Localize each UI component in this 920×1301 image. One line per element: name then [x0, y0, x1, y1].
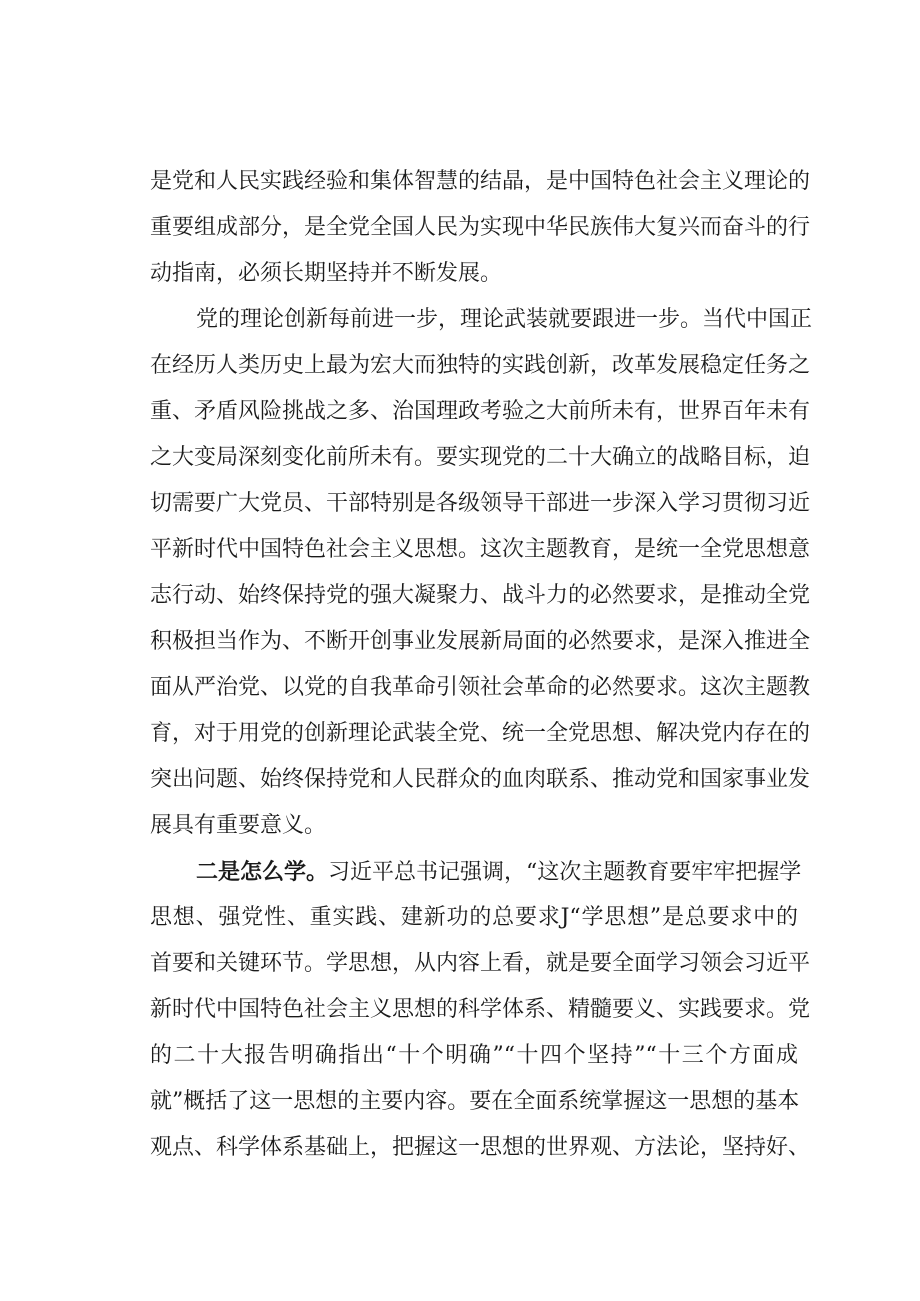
- paragraph-2-line-1: 党的理论创新每前进一步，理论武装就要跟进一步。当代中国正: [196, 307, 813, 332]
- paragraph-3-line-7: 观点、科学体系基础上，把握这一思想的世界观、方法论，坚持好、: [150, 1135, 811, 1160]
- paragraph-2-line-5: 切需要广大党员、干部特别是各级领导干部进一步深入学习贯彻习近: [150, 491, 811, 516]
- paragraph-1-line-2: 重要组成部分，是全党全国人民为实现中华民族伟大复兴而奋斗的行: [150, 215, 811, 240]
- paragraph-3-line-6: 就”概括了这一思想的主要内容。要在全面系统掌握这一思想的基本: [150, 1089, 800, 1114]
- paragraph-3-line-3: 首要和关键环节。学思想，从内容上看，就是要全面学习领会习近平: [150, 951, 811, 976]
- paragraph-2-line-10: 育，对于用党的创新理论武装全党、统一全党思想、解决党内存在的: [150, 721, 811, 746]
- paragraph-1-line-1: 是党和人民实践经验和集体智慧的结晶，是中国特色社会主义理论的: [150, 169, 811, 194]
- paragraph-2-line-9: 面从严治党、以党的自我革命引领社会革命的必然要求。这次主题教: [150, 675, 811, 700]
- paragraph-2-line-12: 展具有重要意义。: [150, 813, 327, 838]
- paragraph-2-line-11: 突出问题、始终保持党和人民群众的血肉联系、推动党和国家事业发: [150, 767, 811, 792]
- paragraph-2-line-8: 积极担当作为、不断开创事业发展新局面的必然要求，是深入推进全: [150, 629, 811, 654]
- paragraph-2-line-3: 重、矛盾风险挑战之多、治国理政考验之大前所未有，世界百年未有: [150, 399, 811, 424]
- paragraph-3-first-line-text: 习近平总书记强调，“这次主题教育要牢牢把握学: [328, 860, 802, 885]
- paragraph-3-line-5: 的二十大报告明确指出“十个明确”“十四个坚持”“十三个方面成: [150, 1043, 798, 1068]
- paragraph-3-line-2: 思想、强党性、重实践、建新功的总要求J“学思想”是总要求中的: [150, 905, 798, 930]
- paragraph-1-line-3: 动指南，必须长期坚持并不断发展。: [150, 261, 503, 286]
- paragraph-2-line-7: 志行动、始终保持党的强大凝聚力、战斗力的必然要求，是推动全党: [150, 583, 811, 608]
- paragraph-2-line-6: 平新时代中国特色社会主义思想。这次主题教育，是统一全党思想意: [150, 537, 811, 562]
- paragraph-3-heading: 二是怎么学。: [196, 859, 329, 885]
- paragraph-3-line-4: 新时代中国特色社会主义思想的科学体系、精髓要义、实践要求。党: [150, 997, 811, 1022]
- paragraph-2-line-2: 在经历人类历史上最为宏大而独特的实践创新，改革发展稳定任务之: [150, 353, 811, 378]
- paragraph-3-line-1: [196, 852, 802, 892]
- paragraph-2-line-4: 之大变局深刻变化前所未有。要实现党的二十大确立的战略目标，迫: [150, 445, 811, 470]
